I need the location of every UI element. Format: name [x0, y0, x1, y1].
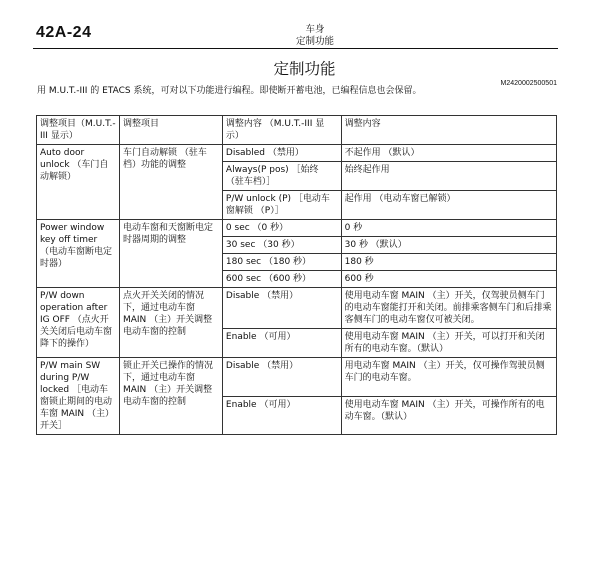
intro-paragraph: 用 M.U.T.-III 的 ETACS 系统，可对以下功能进行编程。即使断开蓄电池，已编程信息也会保留。: [37, 86, 422, 96]
content-display-cell: 30 sec （30 秒）: [222, 237, 341, 254]
header-rule: [33, 48, 558, 49]
table-row: [37, 288, 557, 329]
content-display-cell: Enable （可用）: [222, 396, 341, 435]
table-row: [37, 145, 557, 162]
item-cell: 点火开关关闭的情况下，通过电动车窗 MAIN （主）开关调整电动车窗的控制: [119, 288, 222, 358]
content-cell: 使用电动车窗 MAIN （主）开关，可操作所有的电动车窗。（默认）: [341, 396, 556, 435]
subsection-title: 定制功能: [295, 36, 334, 47]
content-display-cell: Disable （禁用）: [222, 288, 341, 329]
table-row: [37, 220, 557, 237]
page-number: 42A-24: [36, 24, 92, 41]
content-display-cell: Disable （禁用）: [222, 358, 341, 397]
content-cell: 使用电动车窗 MAIN （主）开关，仅驾驶员侧车门的电动车窗能打开和关闭。前排乘客侧车门和后排乘客侧车门的电动车窗仅可被关闭。: [341, 288, 556, 329]
content-display-cell: Enable （可用）: [222, 329, 341, 358]
item-display-cell: Auto door unlock （车门自动解锁）: [37, 145, 120, 220]
item-display-cell: Power window key off timer （电动车窗断电定时器）: [37, 220, 120, 288]
item-cell: 车门自动解锁 （驻车档）功能的调整: [119, 145, 222, 220]
content-cell: 用电动车窗 MAIN （主）开关，仅可操作驾驶员侧车门的电动车窗。: [341, 358, 556, 397]
content-display-cell: 180 sec （180 秒）: [222, 254, 341, 271]
customization-table: [36, 115, 557, 435]
content-cell: 使用电动车窗 MAIN （主）开关，可以打开和关闭所有的电动车窗。（默认）: [341, 329, 556, 358]
col-header-content-display: 调整内容 （M.U.T.-III 显示）: [222, 116, 341, 145]
item-display-cell: P/W down operation after IG OFF （点火开关关闭后电动车窗降下的操作）: [37, 288, 120, 358]
col-header-content: 调整内容: [341, 116, 556, 145]
content-display-cell: Always(P pos) ［始终 （驻车档）］: [222, 162, 341, 191]
item-cell: 电动车窗和天窗断电定时器周期的调整: [119, 220, 222, 288]
content-cell: 起作用 （电动车窗已解锁）: [341, 191, 556, 220]
page-title: 定制功能: [273, 60, 336, 78]
content-cell: 始终起作用: [341, 162, 556, 191]
content-display-cell: P/W unlock (P) ［电动车窗解锁 （P）］: [222, 191, 341, 220]
col-header-item: 调整项目: [119, 116, 222, 145]
content-cell: 不起作用 （默认）: [341, 145, 556, 162]
table-row: [37, 358, 557, 397]
content-cell: 0 秒: [341, 220, 556, 237]
item-display-cell: P/W main SW during P/W locked ［电动车窗锁止期间的电动车窗 MAIN （主）开关］: [37, 358, 120, 435]
content-cell: 600 秒: [341, 271, 556, 288]
item-cell: 锁止开关已操作的情况下，通过电动车窗 MAIN （主）开关调整电动车窗的控制: [119, 358, 222, 435]
col-header-item-display: 调整项目（M.U.T.-III 显示）: [37, 116, 120, 145]
content-cell: 180 秒: [341, 254, 556, 271]
section-header: [250, 24, 380, 48]
content-display-cell: Disabled （禁用）: [222, 145, 341, 162]
section-title: 车身: [305, 24, 325, 35]
content-display-cell: 600 sec （600 秒）: [222, 271, 341, 288]
content-display-cell: 0 sec （0 秒）: [222, 220, 341, 237]
content-cell: 30 秒 （默认）: [341, 237, 556, 254]
document-id: M2420002500501: [500, 80, 557, 87]
table-header-row: [37, 116, 557, 145]
